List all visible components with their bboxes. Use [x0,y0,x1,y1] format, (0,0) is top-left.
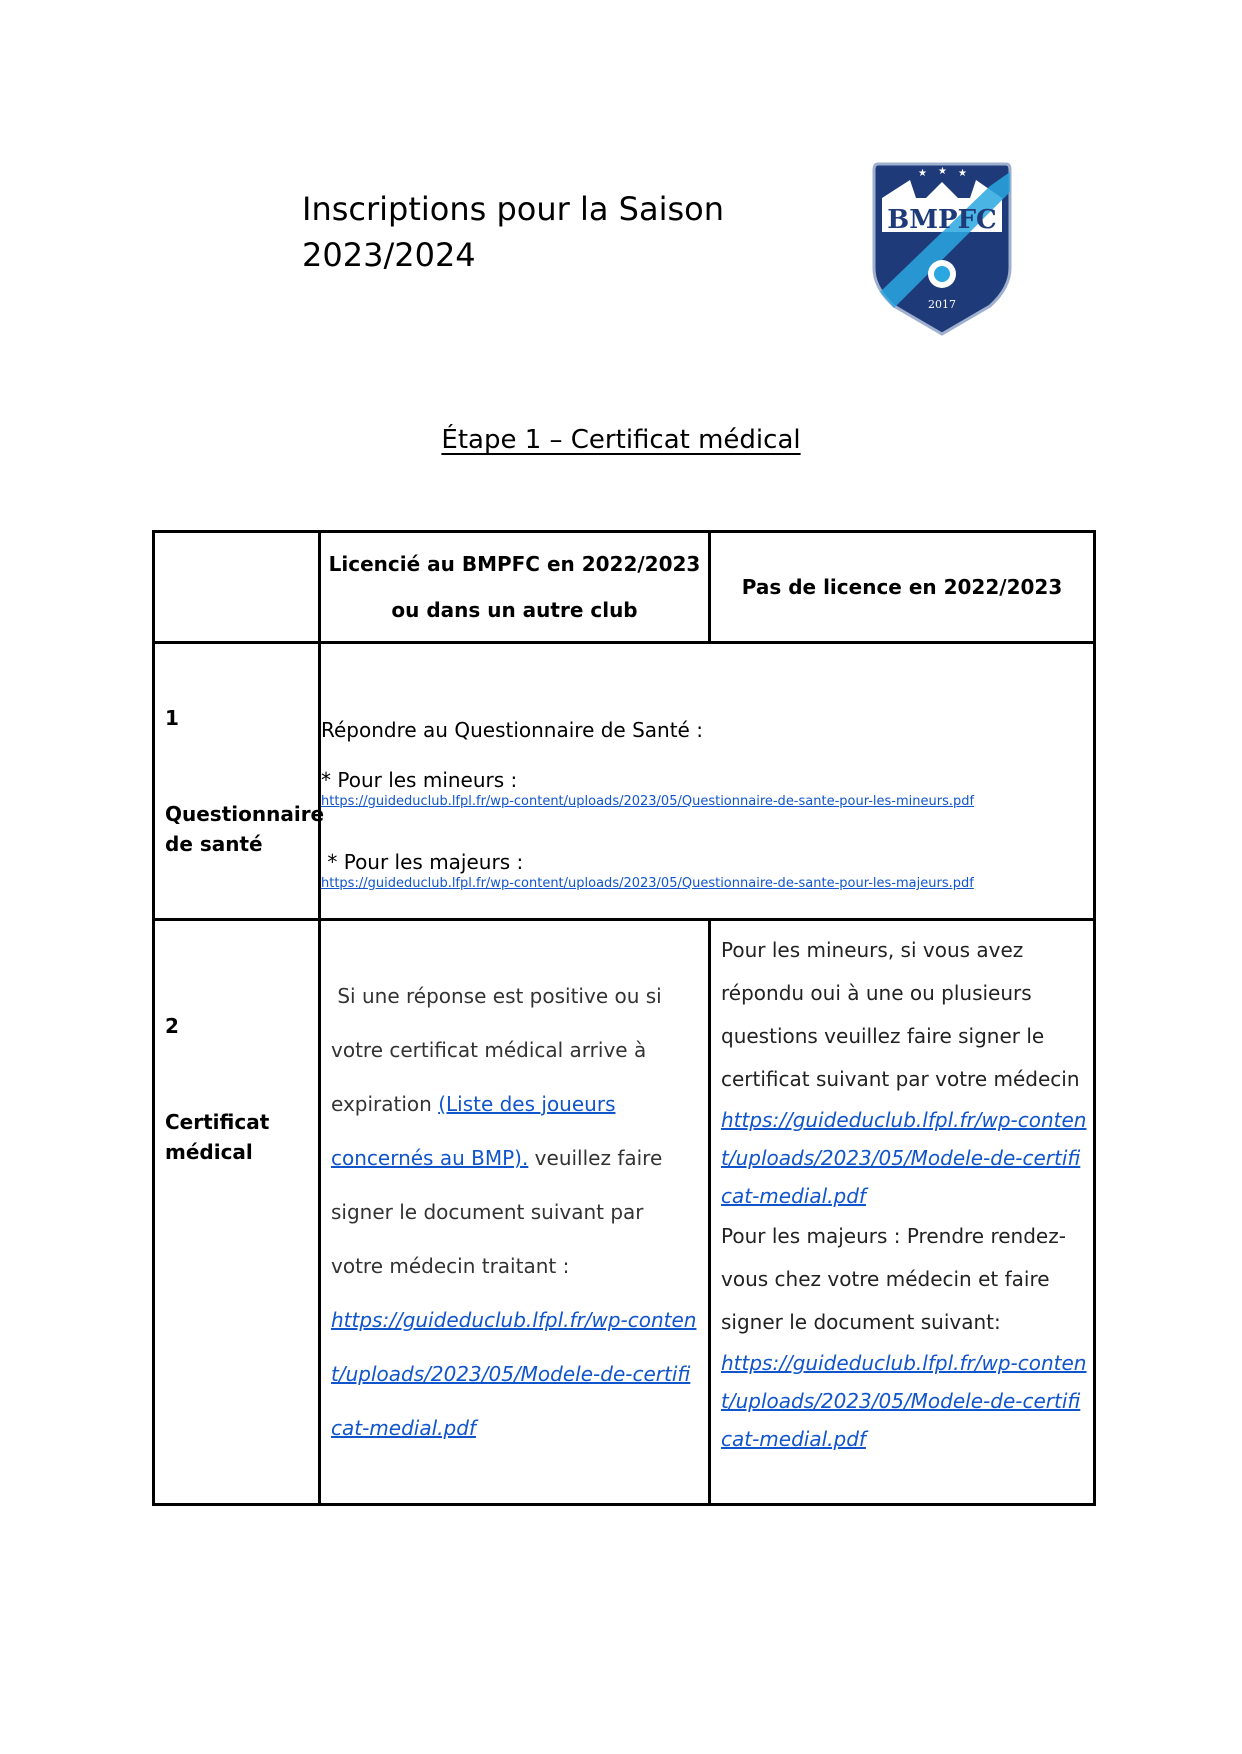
minors-label: * Pour les mineurs : [321,768,518,792]
logo-year: 2017 [928,298,956,311]
questionnaire-intro: Répondre au Questionnaire de Santé : [321,718,703,742]
majors-questionnaire-link[interactable]: https://guideduclub.lfpl.fr/wp-content/uploads/2023/05/Questionnaire-de-sante-pour-les-majeurs.pdf [321,876,974,891]
new-majors-text: Pour les majeurs : Prendre rendez-vous chez votre médecin et faire signer le document suivant: [721,1224,1066,1334]
title-line-1: Inscriptions pour la Saison [302,190,724,228]
row1-label: Questionnaire de santé [165,802,325,856]
header-licensed [320,532,710,643]
new-majors-certificate-link[interactable]: https://guideduclub.lfpl.fr/wp-content/uploads/2023/05/Modele-de-certificat-medial.pdf [721,1351,1087,1451]
title-line-2: 2023/2024 [302,236,476,274]
svg-text:★: ★ [958,168,967,179]
new-minors-certificate-link[interactable]: https://guideduclub.lfpl.fr/wp-content/uploads/2023/05/Modele-de-certificat-medial.pdf [721,1108,1087,1208]
registration-table [152,530,1096,1506]
minors-questionnaire-link[interactable]: https://guideduclub.lfpl.fr/wp-content/uploads/2023/05/Questionnaire-de-sante-pour-les-mineurs.pdf [321,794,975,809]
step-title: Étape 1 – Certificat médical [441,425,801,455]
header-empty-cell [154,532,320,643]
header-no-license: Pas de licence en 2022/2023 [710,532,1095,643]
svg-text:★: ★ [918,168,927,179]
row2-licensed-cell [320,920,710,1505]
row2-label-cell [154,920,320,1505]
svg-text:★: ★ [938,166,947,177]
page-title [302,186,724,278]
header-licensed-line1: Licencié au BMPFC en 2022/2023 [328,552,701,576]
logo-text: BMPFC [887,205,997,235]
licensed-text-a: Si une réponse est positive ou si votre certificat médical arrive à expiration [331,984,669,1116]
licensed-text-b: veuillez faire signer le document suivant par votre médecin traitant : [331,1146,663,1278]
row1-label-cell [154,643,325,920]
header-licensed-line2: ou dans un autre club [391,598,638,622]
row2-new-cell [710,920,1095,1505]
row1-number: 1 [165,706,179,730]
row2-number: 2 [165,1014,179,1038]
club-logo [870,158,1014,336]
row2-label: Certificat médical [165,1110,270,1164]
table-row [154,643,1095,920]
table-header-row [154,532,1095,643]
licensed-certificate-link[interactable]: https://guideduclub.lfpl.fr/wp-content/uploads/2023/05/Modele-de-certificat-medial.pdf [331,1308,697,1440]
row1-content-cell [320,643,1095,920]
players-list-link[interactable]: (Liste des joueurs concernés au BMP). [331,1092,616,1170]
table-row [154,920,1095,1505]
majors-label: * Pour les majeurs : [321,850,524,874]
new-minors-text: Pour les mineurs, si vous avez répondu oui à une ou plusieurs questions veuillez faire signer le certificat suivant par votre médecin [721,938,1080,1091]
